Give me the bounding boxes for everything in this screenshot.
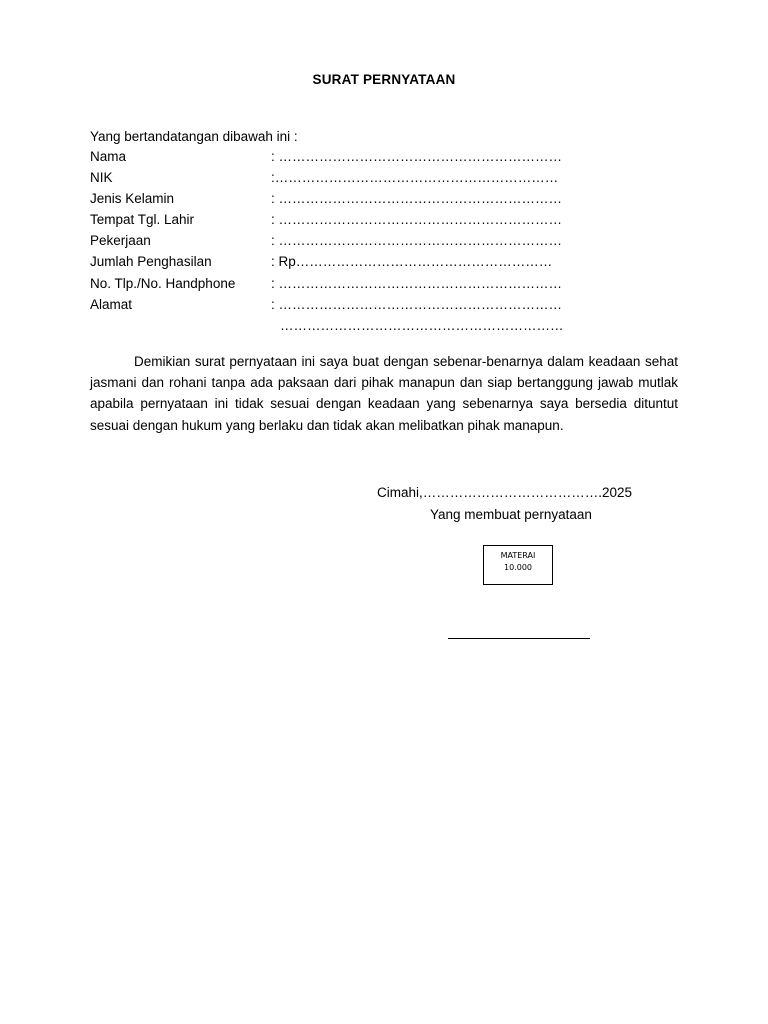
field-label: NIK: [90, 170, 113, 186]
place-date: Cimahi,………………………………….2025: [377, 485, 633, 500]
field-jumlah-penghasilan: [90, 254, 650, 275]
field-label: Jenis Kelamin: [90, 191, 175, 207]
field-label: Jumlah Penghasilan: [90, 254, 212, 270]
statement-paragraph: Demikian surat pernyataan ini saya buat dengan sebenar-benarnya dalam keadaan sehat jasmani dan rohani tanpa ada paksaan dari pihak manapun dan siap bertanggung jawab mutlak apabila pernyataan ini tidak sesuai dengan keadaan yang sebenarnya saya bersedia dituntut sesuai dengan hukum yang berlaku dan tidak akan melibatkan pihak manapun.: [90, 354, 678, 433]
intro-text: Yang bertandatangan dibawah ini :: [90, 129, 298, 144]
signature-line: [448, 638, 590, 639]
field-label: Nama: [90, 149, 127, 164]
field-value: :………………………………………………………: [271, 170, 559, 186]
field-pekerjaan: [90, 233, 650, 254]
field-label: Pekerjaan: [90, 233, 151, 249]
field-no-telepon: [90, 276, 650, 297]
stamp-value: 10.000: [504, 563, 532, 572]
field-nama: [90, 149, 650, 170]
field-value: : ………………………………………………………: [271, 191, 563, 207]
field-label: Tempat Tgl. Lahir: [90, 212, 195, 228]
field-value: : ………………………………………………………: [271, 296, 563, 312]
field-label: No. Tlp./No. Handphone: [90, 275, 236, 291]
field-nik: [90, 170, 650, 191]
field-alamat-continuation: [90, 318, 650, 339]
field-jenis-kelamin: [90, 191, 650, 212]
field-value: : ………………………………………………………: [271, 275, 563, 291]
address-continuation-dots: ………………………………………………………: [280, 317, 564, 333]
field-value: : ………………………………………………………: [271, 149, 563, 164]
field-tempat-tgl-lahir: [90, 212, 650, 233]
document-title: SURAT PERNYATAAN: [312, 72, 456, 87]
field-value: : Rp…………………………………………………: [271, 254, 553, 270]
identity-fields: [90, 149, 650, 339]
field-alamat: [90, 297, 650, 318]
stamp-label: MATERAI: [500, 551, 536, 560]
signer-title: Yang membuat pernyataan: [430, 507, 592, 522]
field-label: Alamat: [90, 296, 133, 312]
field-value: : ………………………………………………………: [271, 233, 563, 249]
materai-stamp-box: [483, 545, 553, 585]
field-value: : ………………………………………………………: [271, 212, 563, 228]
